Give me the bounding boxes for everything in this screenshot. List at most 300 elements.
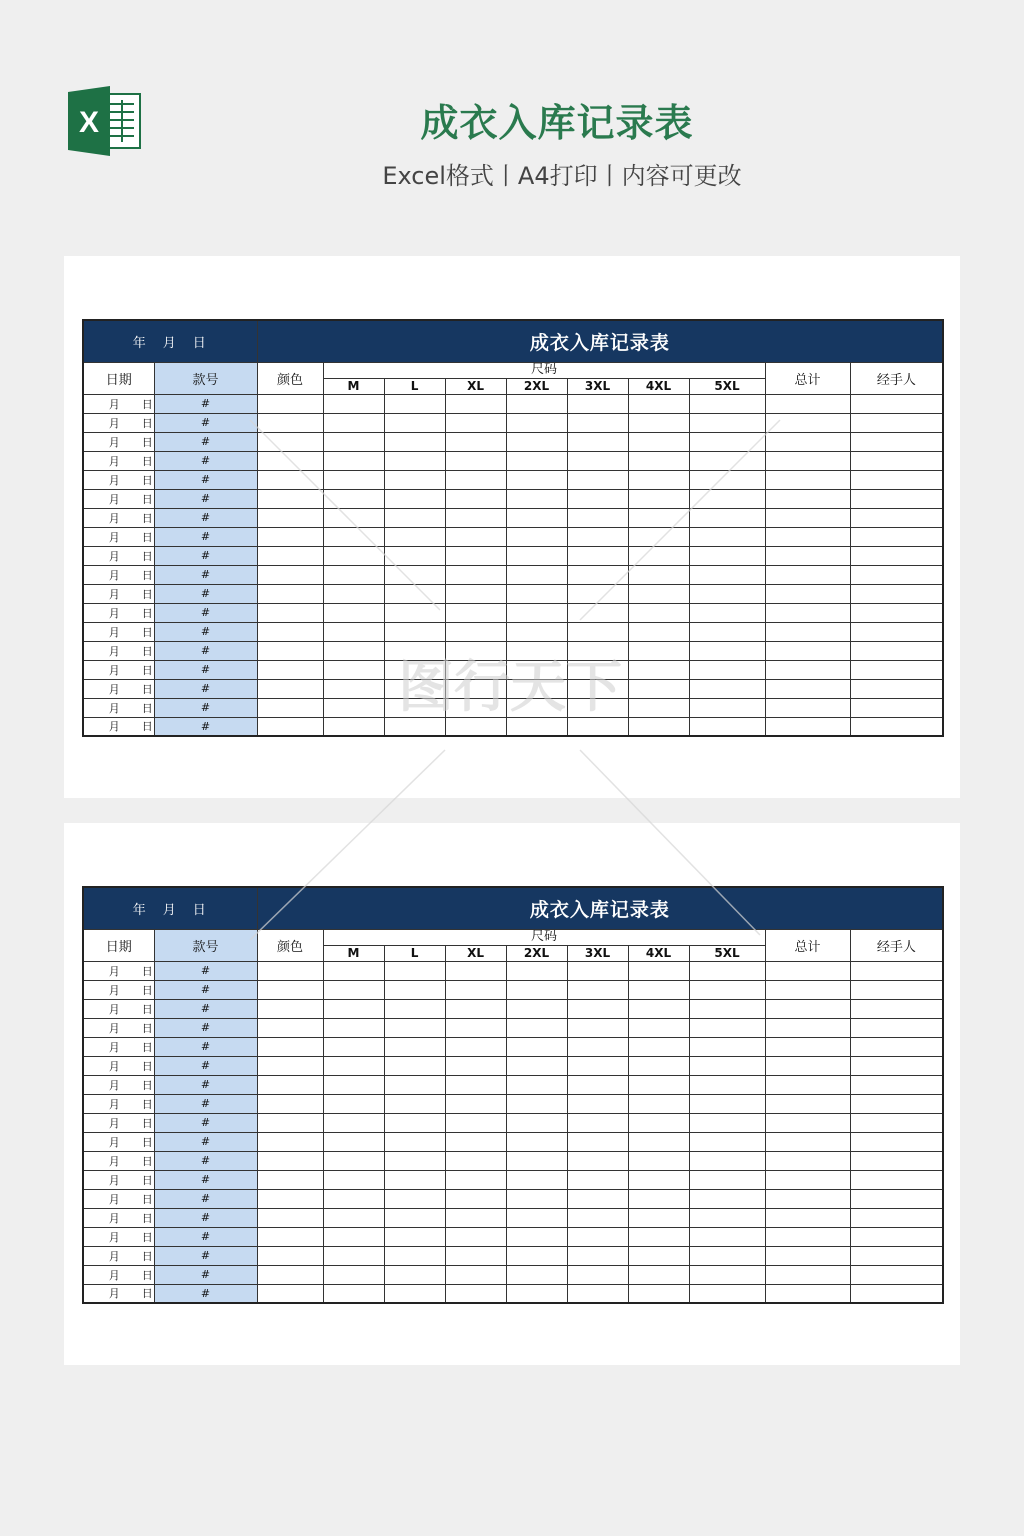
size-qty-cell[interactable]	[506, 508, 567, 527]
handler-cell[interactable]	[850, 961, 943, 980]
color-cell[interactable]	[257, 1056, 323, 1075]
date-cell[interactable]	[83, 1094, 154, 1113]
size-qty-cell[interactable]	[628, 1018, 689, 1037]
size-qty-cell[interactable]	[567, 1132, 628, 1151]
total-cell[interactable]	[765, 1227, 850, 1246]
size-qty-cell[interactable]	[445, 999, 506, 1018]
size-qty-cell[interactable]	[384, 1284, 445, 1303]
size-qty-cell[interactable]	[567, 1265, 628, 1284]
size-qty-cell[interactable]	[323, 1170, 384, 1189]
size-qty-cell[interactable]	[506, 1151, 567, 1170]
date-cell[interactable]	[83, 698, 154, 717]
size-qty-cell[interactable]	[323, 660, 384, 679]
size-qty-cell[interactable]	[384, 470, 445, 489]
size-qty-cell[interactable]	[628, 565, 689, 584]
size-qty-cell[interactable]	[689, 451, 765, 470]
size-qty-cell[interactable]	[384, 1151, 445, 1170]
style-cell[interactable]: #	[154, 470, 257, 489]
size-qty-cell[interactable]	[567, 470, 628, 489]
size-qty-cell[interactable]	[384, 489, 445, 508]
size-qty-cell[interactable]	[506, 432, 567, 451]
size-qty-cell[interactable]	[384, 622, 445, 641]
size-qty-cell[interactable]	[506, 489, 567, 508]
size-qty-cell[interactable]	[445, 1113, 506, 1132]
total-cell[interactable]	[765, 660, 850, 679]
style-cell[interactable]: #	[154, 717, 257, 736]
size-qty-cell[interactable]	[384, 1246, 445, 1265]
color-cell[interactable]	[257, 584, 323, 603]
size-qty-cell[interactable]	[506, 679, 567, 698]
total-cell[interactable]	[765, 1208, 850, 1227]
date-cell[interactable]	[83, 1170, 154, 1189]
total-cell[interactable]	[765, 1056, 850, 1075]
size-qty-cell[interactable]	[506, 546, 567, 565]
total-cell[interactable]	[765, 413, 850, 432]
handler-cell[interactable]	[850, 1246, 943, 1265]
total-cell[interactable]	[765, 717, 850, 736]
size-qty-cell[interactable]	[689, 961, 765, 980]
color-cell[interactable]	[257, 980, 323, 999]
size-qty-cell[interactable]	[506, 413, 567, 432]
size-qty-cell[interactable]	[689, 565, 765, 584]
date-cell[interactable]	[83, 1037, 154, 1056]
size-qty-cell[interactable]	[323, 546, 384, 565]
size-qty-cell[interactable]	[445, 660, 506, 679]
style-cell[interactable]: #	[154, 1151, 257, 1170]
color-cell[interactable]	[257, 394, 323, 413]
handler-cell[interactable]	[850, 413, 943, 432]
total-cell[interactable]	[765, 1132, 850, 1151]
handler-cell[interactable]	[850, 508, 943, 527]
color-cell[interactable]	[257, 565, 323, 584]
size-qty-cell[interactable]	[323, 1018, 384, 1037]
size-qty-cell[interactable]	[384, 1037, 445, 1056]
total-cell[interactable]	[765, 1113, 850, 1132]
color-cell[interactable]	[257, 432, 323, 451]
size-qty-cell[interactable]	[628, 1037, 689, 1056]
size-qty-cell[interactable]	[628, 999, 689, 1018]
style-cell[interactable]: #	[154, 1018, 257, 1037]
size-qty-cell[interactable]	[506, 565, 567, 584]
size-qty-cell[interactable]	[445, 413, 506, 432]
total-cell[interactable]	[765, 622, 850, 641]
size-qty-cell[interactable]	[384, 508, 445, 527]
handler-cell[interactable]	[850, 1170, 943, 1189]
size-qty-cell[interactable]	[567, 1056, 628, 1075]
size-qty-cell[interactable]	[567, 1113, 628, 1132]
date-cell[interactable]	[83, 717, 154, 736]
handler-cell[interactable]	[850, 527, 943, 546]
size-qty-cell[interactable]	[628, 679, 689, 698]
size-qty-cell[interactable]	[567, 451, 628, 470]
size-qty-cell[interactable]	[384, 451, 445, 470]
handler-cell[interactable]	[850, 698, 943, 717]
total-cell[interactable]	[765, 1094, 850, 1113]
size-qty-cell[interactable]	[567, 584, 628, 603]
size-qty-cell[interactable]	[506, 999, 567, 1018]
size-qty-cell[interactable]	[689, 1018, 765, 1037]
total-cell[interactable]	[765, 527, 850, 546]
handler-cell[interactable]	[850, 1189, 943, 1208]
handler-cell[interactable]	[850, 1056, 943, 1075]
size-qty-cell[interactable]	[628, 641, 689, 660]
date-cell[interactable]	[83, 961, 154, 980]
total-cell[interactable]	[765, 546, 850, 565]
date-cell[interactable]	[83, 603, 154, 622]
style-cell[interactable]: #	[154, 1284, 257, 1303]
date-cell[interactable]	[83, 980, 154, 999]
style-cell[interactable]: #	[154, 1189, 257, 1208]
size-qty-cell[interactable]	[689, 394, 765, 413]
size-qty-cell[interactable]	[628, 1265, 689, 1284]
size-qty-cell[interactable]	[567, 717, 628, 736]
handler-cell[interactable]	[850, 394, 943, 413]
size-qty-cell[interactable]	[323, 679, 384, 698]
size-qty-cell[interactable]	[506, 961, 567, 980]
handler-cell[interactable]	[850, 1265, 943, 1284]
size-qty-cell[interactable]	[689, 1284, 765, 1303]
size-qty-cell[interactable]	[689, 603, 765, 622]
size-qty-cell[interactable]	[689, 546, 765, 565]
size-qty-cell[interactable]	[689, 1094, 765, 1113]
color-cell[interactable]	[257, 451, 323, 470]
style-cell[interactable]: #	[154, 1265, 257, 1284]
handler-cell[interactable]	[850, 489, 943, 508]
size-qty-cell[interactable]	[323, 698, 384, 717]
size-qty-cell[interactable]	[384, 1132, 445, 1151]
size-qty-cell[interactable]	[445, 1056, 506, 1075]
handler-cell[interactable]	[850, 1037, 943, 1056]
style-cell[interactable]: #	[154, 1208, 257, 1227]
style-cell[interactable]: #	[154, 622, 257, 641]
size-qty-cell[interactable]	[323, 622, 384, 641]
style-cell[interactable]: #	[154, 679, 257, 698]
date-cell[interactable]	[83, 1132, 154, 1151]
size-qty-cell[interactable]	[567, 999, 628, 1018]
date-cell[interactable]	[83, 1246, 154, 1265]
size-qty-cell[interactable]	[323, 1208, 384, 1227]
size-qty-cell[interactable]	[384, 1075, 445, 1094]
size-qty-cell[interactable]	[445, 641, 506, 660]
handler-cell[interactable]	[850, 1018, 943, 1037]
size-qty-cell[interactable]	[506, 1227, 567, 1246]
date-cell[interactable]	[83, 1227, 154, 1246]
size-qty-cell[interactable]	[628, 1075, 689, 1094]
size-qty-cell[interactable]	[384, 1056, 445, 1075]
size-qty-cell[interactable]	[628, 1132, 689, 1151]
total-cell[interactable]	[765, 508, 850, 527]
total-cell[interactable]	[765, 584, 850, 603]
date-cell[interactable]	[83, 641, 154, 660]
size-qty-cell[interactable]	[689, 489, 765, 508]
size-qty-cell[interactable]	[445, 546, 506, 565]
date-cell[interactable]	[83, 527, 154, 546]
size-qty-cell[interactable]	[506, 451, 567, 470]
total-cell[interactable]	[765, 1189, 850, 1208]
style-cell[interactable]: #	[154, 565, 257, 584]
size-qty-cell[interactable]	[506, 1189, 567, 1208]
size-qty-cell[interactable]	[384, 660, 445, 679]
size-qty-cell[interactable]	[567, 603, 628, 622]
color-cell[interactable]	[257, 717, 323, 736]
size-qty-cell[interactable]	[689, 1189, 765, 1208]
size-qty-cell[interactable]	[628, 1113, 689, 1132]
style-cell[interactable]: #	[154, 1132, 257, 1151]
size-qty-cell[interactable]	[628, 451, 689, 470]
size-qty-cell[interactable]	[384, 1265, 445, 1284]
size-qty-cell[interactable]	[445, 1151, 506, 1170]
handler-cell[interactable]	[850, 622, 943, 641]
color-cell[interactable]	[257, 1113, 323, 1132]
date-cell[interactable]	[83, 432, 154, 451]
size-qty-cell[interactable]	[628, 584, 689, 603]
handler-cell[interactable]	[850, 451, 943, 470]
color-cell[interactable]	[257, 1284, 323, 1303]
size-qty-cell[interactable]	[567, 1284, 628, 1303]
date-cell[interactable]	[83, 660, 154, 679]
size-qty-cell[interactable]	[689, 1170, 765, 1189]
size-qty-cell[interactable]	[689, 1132, 765, 1151]
size-qty-cell[interactable]	[506, 1246, 567, 1265]
size-qty-cell[interactable]	[689, 432, 765, 451]
size-qty-cell[interactable]	[323, 508, 384, 527]
size-qty-cell[interactable]	[323, 1284, 384, 1303]
size-qty-cell[interactable]	[628, 1208, 689, 1227]
size-qty-cell[interactable]	[384, 603, 445, 622]
handler-cell[interactable]	[850, 1151, 943, 1170]
size-qty-cell[interactable]	[506, 641, 567, 660]
size-qty-cell[interactable]	[445, 1018, 506, 1037]
date-cell[interactable]	[83, 1018, 154, 1037]
style-cell[interactable]: #	[154, 641, 257, 660]
size-qty-cell[interactable]	[323, 1132, 384, 1151]
size-qty-cell[interactable]	[689, 527, 765, 546]
total-cell[interactable]	[765, 1075, 850, 1094]
style-cell[interactable]: #	[154, 999, 257, 1018]
size-qty-cell[interactable]	[567, 622, 628, 641]
size-qty-cell[interactable]	[506, 394, 567, 413]
total-cell[interactable]	[765, 1246, 850, 1265]
color-cell[interactable]	[257, 1094, 323, 1113]
date-cell[interactable]	[83, 470, 154, 489]
color-cell[interactable]	[257, 413, 323, 432]
size-qty-cell[interactable]	[384, 961, 445, 980]
size-qty-cell[interactable]	[567, 546, 628, 565]
style-cell[interactable]: #	[154, 394, 257, 413]
total-cell[interactable]	[765, 565, 850, 584]
date-cell[interactable]	[83, 508, 154, 527]
size-qty-cell[interactable]	[323, 489, 384, 508]
size-qty-cell[interactable]	[506, 1284, 567, 1303]
size-qty-cell[interactable]	[506, 980, 567, 999]
color-cell[interactable]	[257, 1132, 323, 1151]
size-qty-cell[interactable]	[323, 527, 384, 546]
total-cell[interactable]	[765, 451, 850, 470]
size-qty-cell[interactable]	[506, 622, 567, 641]
size-qty-cell[interactable]	[323, 717, 384, 736]
size-qty-cell[interactable]	[445, 1227, 506, 1246]
style-cell[interactable]: #	[154, 698, 257, 717]
size-qty-cell[interactable]	[506, 660, 567, 679]
style-cell[interactable]: #	[154, 546, 257, 565]
size-qty-cell[interactable]	[323, 1037, 384, 1056]
style-cell[interactable]: #	[154, 980, 257, 999]
date-cell[interactable]	[83, 1151, 154, 1170]
size-qty-cell[interactable]	[323, 1265, 384, 1284]
handler-cell[interactable]	[850, 1284, 943, 1303]
size-qty-cell[interactable]	[445, 489, 506, 508]
date-cell[interactable]	[83, 1113, 154, 1132]
size-qty-cell[interactable]	[323, 961, 384, 980]
handler-cell[interactable]	[850, 603, 943, 622]
size-qty-cell[interactable]	[689, 1227, 765, 1246]
style-cell[interactable]: #	[154, 603, 257, 622]
size-qty-cell[interactable]	[323, 394, 384, 413]
size-qty-cell[interactable]	[689, 1075, 765, 1094]
size-qty-cell[interactable]	[567, 1208, 628, 1227]
size-qty-cell[interactable]	[445, 432, 506, 451]
size-qty-cell[interactable]	[689, 1208, 765, 1227]
size-qty-cell[interactable]	[506, 717, 567, 736]
date-cell[interactable]	[83, 1075, 154, 1094]
size-qty-cell[interactable]	[567, 1246, 628, 1265]
size-qty-cell[interactable]	[384, 1113, 445, 1132]
style-cell[interactable]: #	[154, 584, 257, 603]
style-cell[interactable]: #	[154, 1037, 257, 1056]
color-cell[interactable]	[257, 527, 323, 546]
size-qty-cell[interactable]	[384, 527, 445, 546]
size-qty-cell[interactable]	[689, 1113, 765, 1132]
size-qty-cell[interactable]	[689, 999, 765, 1018]
size-qty-cell[interactable]	[567, 1170, 628, 1189]
size-qty-cell[interactable]	[628, 622, 689, 641]
color-cell[interactable]	[257, 1265, 323, 1284]
size-qty-cell[interactable]	[445, 527, 506, 546]
handler-cell[interactable]	[850, 470, 943, 489]
handler-cell[interactable]	[850, 641, 943, 660]
total-cell[interactable]	[765, 1170, 850, 1189]
style-cell[interactable]: #	[154, 1227, 257, 1246]
handler-cell[interactable]	[850, 660, 943, 679]
size-qty-cell[interactable]	[323, 1056, 384, 1075]
size-qty-cell[interactable]	[384, 413, 445, 432]
size-qty-cell[interactable]	[445, 508, 506, 527]
size-qty-cell[interactable]	[689, 1265, 765, 1284]
total-cell[interactable]	[765, 980, 850, 999]
size-qty-cell[interactable]	[384, 1094, 445, 1113]
size-qty-cell[interactable]	[628, 508, 689, 527]
size-qty-cell[interactable]	[628, 1170, 689, 1189]
color-cell[interactable]	[257, 622, 323, 641]
size-qty-cell[interactable]	[689, 1056, 765, 1075]
color-cell[interactable]	[257, 508, 323, 527]
size-qty-cell[interactable]	[506, 1170, 567, 1189]
size-qty-cell[interactable]	[445, 584, 506, 603]
size-qty-cell[interactable]	[445, 470, 506, 489]
color-cell[interactable]	[257, 1037, 323, 1056]
style-cell[interactable]: #	[154, 413, 257, 432]
total-cell[interactable]	[765, 432, 850, 451]
size-qty-cell[interactable]	[384, 432, 445, 451]
size-qty-cell[interactable]	[323, 565, 384, 584]
size-qty-cell[interactable]	[628, 394, 689, 413]
size-qty-cell[interactable]	[506, 698, 567, 717]
style-cell[interactable]: #	[154, 1075, 257, 1094]
size-qty-cell[interactable]	[628, 660, 689, 679]
size-qty-cell[interactable]	[384, 1208, 445, 1227]
size-qty-cell[interactable]	[506, 1208, 567, 1227]
style-cell[interactable]: #	[154, 1170, 257, 1189]
date-cell[interactable]	[83, 584, 154, 603]
size-qty-cell[interactable]	[445, 1075, 506, 1094]
size-qty-cell[interactable]	[567, 641, 628, 660]
size-qty-cell[interactable]	[567, 660, 628, 679]
size-qty-cell[interactable]	[628, 980, 689, 999]
date-cell[interactable]	[83, 1208, 154, 1227]
color-cell[interactable]	[257, 1227, 323, 1246]
size-qty-cell[interactable]	[506, 1037, 567, 1056]
size-qty-cell[interactable]	[384, 546, 445, 565]
size-qty-cell[interactable]	[384, 1170, 445, 1189]
size-qty-cell[interactable]	[689, 679, 765, 698]
size-qty-cell[interactable]	[445, 1170, 506, 1189]
size-qty-cell[interactable]	[384, 641, 445, 660]
color-cell[interactable]	[257, 603, 323, 622]
size-qty-cell[interactable]	[323, 584, 384, 603]
style-cell[interactable]: #	[154, 1094, 257, 1113]
size-qty-cell[interactable]	[384, 980, 445, 999]
size-qty-cell[interactable]	[445, 1037, 506, 1056]
size-qty-cell[interactable]	[323, 413, 384, 432]
size-qty-cell[interactable]	[567, 1227, 628, 1246]
size-qty-cell[interactable]	[567, 432, 628, 451]
size-qty-cell[interactable]	[384, 1018, 445, 1037]
handler-cell[interactable]	[850, 980, 943, 999]
color-cell[interactable]	[257, 1246, 323, 1265]
size-qty-cell[interactable]	[506, 1132, 567, 1151]
total-cell[interactable]	[765, 999, 850, 1018]
date-cell[interactable]	[83, 1284, 154, 1303]
handler-cell[interactable]	[850, 1227, 943, 1246]
size-qty-cell[interactable]	[567, 698, 628, 717]
size-qty-cell[interactable]	[628, 1151, 689, 1170]
color-cell[interactable]	[257, 660, 323, 679]
handler-cell[interactable]	[850, 999, 943, 1018]
size-qty-cell[interactable]	[689, 413, 765, 432]
size-qty-cell[interactable]	[506, 1265, 567, 1284]
size-qty-cell[interactable]	[323, 999, 384, 1018]
size-qty-cell[interactable]	[384, 679, 445, 698]
size-qty-cell[interactable]	[323, 1075, 384, 1094]
size-qty-cell[interactable]	[384, 565, 445, 584]
size-qty-cell[interactable]	[323, 470, 384, 489]
total-cell[interactable]	[765, 1284, 850, 1303]
style-cell[interactable]: #	[154, 451, 257, 470]
size-qty-cell[interactable]	[323, 1151, 384, 1170]
total-cell[interactable]	[765, 1151, 850, 1170]
size-qty-cell[interactable]	[628, 1189, 689, 1208]
size-qty-cell[interactable]	[506, 1018, 567, 1037]
total-cell[interactable]	[765, 641, 850, 660]
size-qty-cell[interactable]	[506, 1094, 567, 1113]
size-qty-cell[interactable]	[567, 1075, 628, 1094]
size-qty-cell[interactable]	[445, 1284, 506, 1303]
size-qty-cell[interactable]	[445, 1208, 506, 1227]
size-qty-cell[interactable]	[567, 1094, 628, 1113]
size-qty-cell[interactable]	[628, 546, 689, 565]
size-qty-cell[interactable]	[445, 451, 506, 470]
size-qty-cell[interactable]	[689, 508, 765, 527]
